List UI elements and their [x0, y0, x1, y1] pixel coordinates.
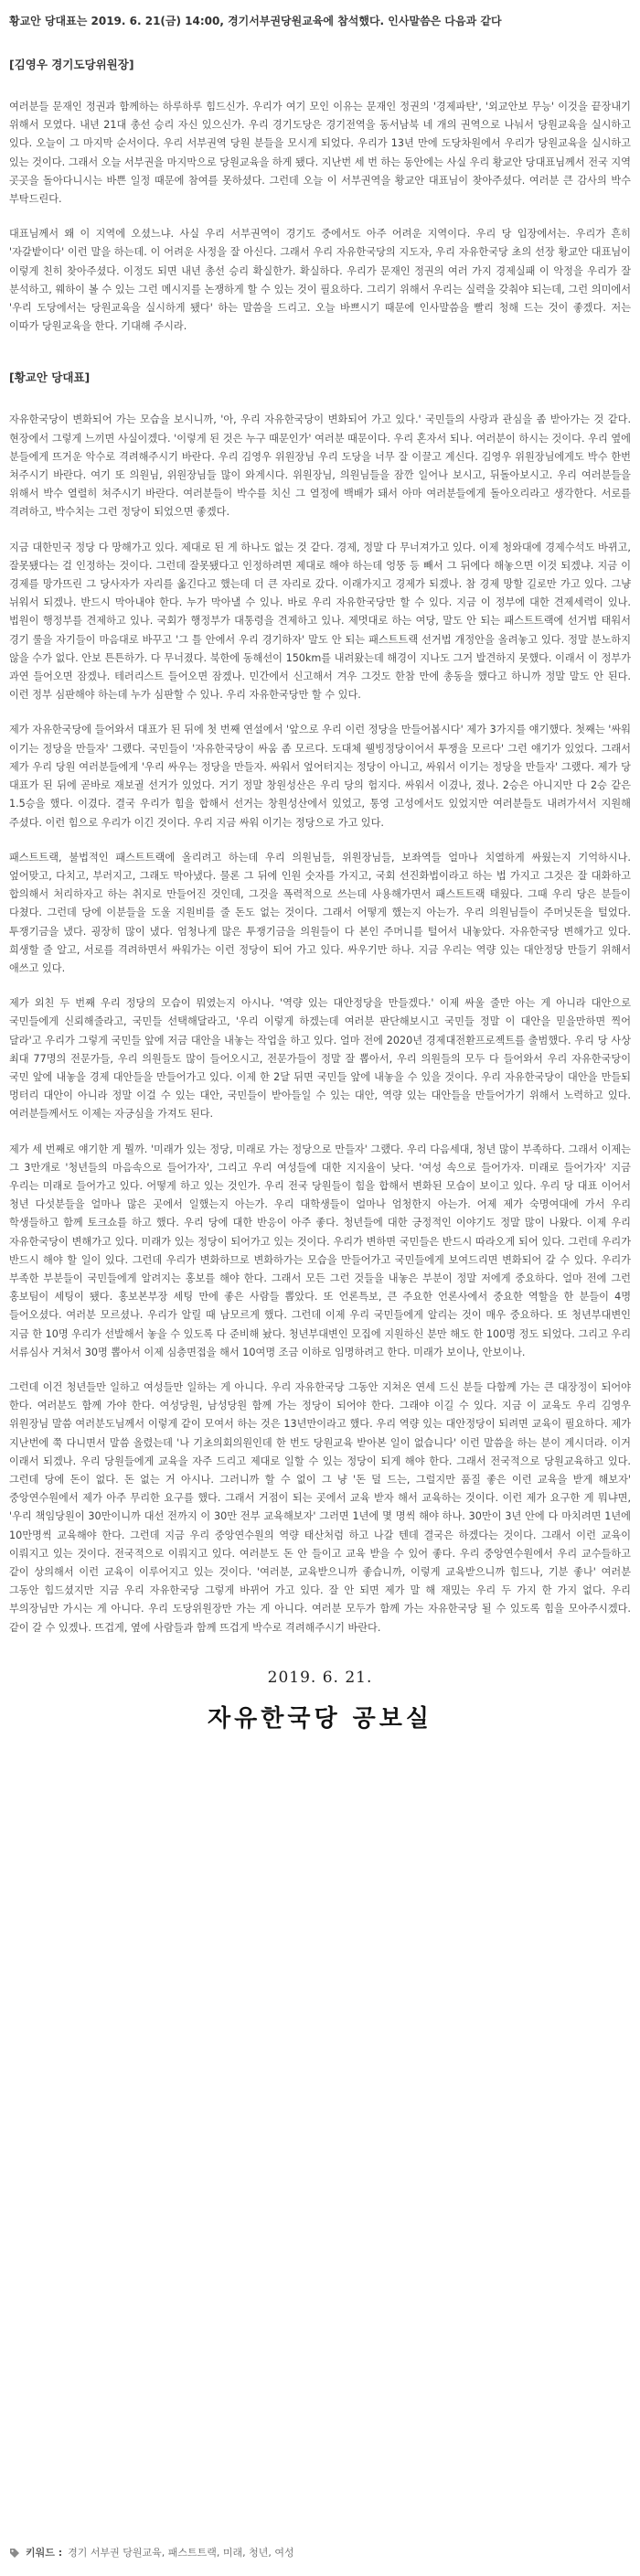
tag-icon: [9, 2548, 20, 2559]
section-kim-youngwoo: [9, 56, 631, 336]
signoff-block: [9, 1669, 631, 1733]
release-date: 2019. 6. 21.: [267, 1668, 373, 1687]
paragraph: 여러분들 문재인 정권과 함께하는 하루하루 힘드신가. 우리가 여기 모인 이유는 문재인 정권의 '경제파탄', '외교안보 무능' 이것을 끝장내기 위해서 모였다. 내년 21대 총선 승리 자신 있으신가. 우리 경기도당은 경기전역을 동서남북 네 개의 권역으로 나눠서 당원교육을 실시하고 있다. 오늘이 그 마지막 순서이다. 우리 서부권역 당원 분들을 모시게 되었다. 우리가 13년 만에 도당차원에서 우리가 당원교육을 실시하고 있는 것이다. 그래서 오늘 서부권을 마지막으로 당원교육을 하게 됐다. 지난번 세 번 하는 동안에는 사실 우리 황교안 당대표님께서 전국 지역 곳곳을 돌아다니시는 바쁜 일정 때문에 참여를 못하셨다. 그런데 오늘 이 서부권역을 황교안 대표님이 찾아주셨다. 여러분 큰 감사의 박수 부탁드린다.: [9, 101, 631, 206]
keywords-bar: [9, 2546, 631, 2560]
speaker-heading: [김영우 경기도당위원장]: [9, 58, 134, 71]
paragraph: 자유한국당이 변화되어 가는 모습을 보시니까, '아, 우리 자유한국당이 변화되어 가고 있다.' 국민들의 사랑과 관심을 좀 받아가는 것 같다. 현장에서 그렇게 느끼면 사실이겠다. '이렇게 된 것은 누구 때문인가' 여러분 때문이다. 우리 혼자서 되나. 여러분이 하시는 것이다. 우리 옆에 분들에게 뜨거운 악수로 격려해주시기 바란다. 우리 김영우 위원장님 우리 도당을 너무 잘 이끌고 계신다. 김영우 위원장님에게도 박수 한번 쳐주시기 바란다. 여기 또 의원님, 위원장님들 많이 와계시다. 위원장님, 의원님들을 잠깐 일어나 보시고, 뒤돌아보시고. 우리 여러분들을 위해서 박수 열렬히 쳐주시기 바란다. 여러분들이 박수를 치신 그 열정에 백배가 돼서 아마 여러분들에게 돌아오리라고 생각한다. 서로를 격려하고, 박수치는 그런 정당이 되었으면 좋겠다.: [9, 413, 631, 519]
paragraph: 지금 대한민국 정당 다 망해가고 있다. 제대로 된 게 하나도 없는 것 같다. 경제, 정말 다 무너져가고 있다. 이제 청와대에 경제수석도 바뀌고, 잘못됐다는 걸 인정하는 것이다. 그런데 잘못됐다고 인정하려면 제대로 해야 하는데 엉뚱 등 빼서 그 뒤에다 해놓으면 이것 되겠냐. 지금 이 경제를 망가뜨린 그 당사자가 자리를 옮긴다고 했는데 더 큰 자리로 갔다. 이래가지고 경제가 되겠나. 참 경제 망할 길로만 가고 있다. 그냥 뉘워서 되겠나. 반드시 막아내야 한다. 누가 막아낼 수 있나. 바로 우리 자유한국당만 할 수 있다. 지금 이 정부에 대한 견제세력이 있나. 법원이 행정부를 견제하고 있나. 국회가 행정부가 대통령을 견제하고 있나. 제멋대로 하는 여당, 말도 안 되는 패스트트랙에 선거법 태워서 경기 룰을 자기들이 마음대로 바꾸고 '그 틀 안에서 우리 경기하자' 말도 안 되는 패스트트랙 선거법 개정안을 올려놓고 있다. 정말 분노하지 않을 수가 없다. 안보 튼튼하가. 다 무너졌다. 북한에 동해선이 150km를 내려왔는데 해경이 지나도 그거 발견하지 못했다. 이래서 이 정부가 과연 들어오면 잠겠나. 테러리스트 들어오면 잠겠나. 민간에서 신고해서 겨우 그것도 한참 만에 총동을 했다고 하니까 정말 말도 안 된다. 이런 정부 심판해야 하는데 누가 심판할 수 있나. 우리 자유한국당만 할 수 있다.: [9, 541, 631, 702]
paragraph: 제가 세 번째로 얘기한 게 뭘까. '미래가 있는 정당, 미래로 가는 정당으로 만들자' 그랬다. 우리 다음세대, 청년 많이 부족하다. 그래서 이제는 그 3만개로 '청년들의 마음속으로 들어가자', 그리고 우리 여성들에 대한 지지율이 낮다. '여성 속으로 들어가자. 미래로 들어가자' 지금 우리는 미래로 들어가고 있다. 어떻게 하고 있는 것인가. 우리 전국 당원들이 힘을 합해서 변화된 모습이 보이고 있다. 우리 당 대표 이어서 청년 다섯분들을 얼마나 많은 곳에서 일했는지 아는가. 우리 대학생들이 얼마나 엄청한지 아는가. 어제 제가 숙명여대에 가서 우리 학생들하고 함께 토크쇼를 하고 했다. 우리 당에 대한 반응이 아주 좋다. 청년들에 대한 긍정적인 이야기도 정말 많이 나왔다. 이제 우리 자유한국당이 변해가고 있다. 미래가 있는 정당이 되어가고 있는 것이다. 우리가 변하면 국민들은 반드시 따라오게 되어 있다. 그런데 우리가 반드시 해야 할 일이 있다. 그런데 우리가 변화하므로 변화하가는 모습을 만들어가고 국민들에게 보여드리면 변화되어 갈 수 있다. 우리가 부족한 부분들이 국민들에게 알려지는 홍보를 해야 한다. 그래서 모든 그런 것들을 내놓은 부분이 정말 저에게 중요하다. 얼마 전에 그런 홍보팀이 세팅이 됐다. 홍보본부장 세팅 만에 좋은 사람들 뽑았다. 또 언론특보, 큰 주요한 언론사에서 중요한 역할을 한 분들이 4명 들어오셨다. 여러분 모르셨나. 우리가 알릴 때 남모르게 했다. 그런데 이제 우리 국민들에게 알리는 것이 매우 중요하다. 또 청년부대변인 지금 한 10명 우리가 선발해서 놓을 수 있도록 다 준비해 놨다. 청년부대변인 모집에 지원하신 분만 해도 한 100명 정도 되었다. 그리고 우리 서류심사 거쳐서 30명 뽑아서 이제 심층면접을 해서 10여명 조금 이하로 임명하려고 한다. 미래가 보이나, 안보이나.: [9, 1143, 631, 1358]
speaker-heading: [황교안 당대표]: [9, 370, 91, 385]
spacer: [9, 352, 631, 369]
intro-line: 황교안 당대표는 2019. 6. 21(금) 14:00, 경기서부권당원교육에 참석했다. 인사말씀은 다음과 같다: [9, 15, 502, 27]
paragraph: 그런데 이건 청년들만 일하고 여성들만 일하는 게 아니다. 우리 자유한국당 그동안 지쳐온 연세 드신 분들 다함께 가는 큰 대장정이 되어야 한다. 여러분도 함께 가야 한다. 여성당원, 남성당원 함께 가는 정당이 되어야 한다. 그래야 이길 수 있다. 지금 이 교육도 우리 김영우 위원장님 말씀 여러분도님께서 이렇게 같이 모여서 하는 것은 13년만이라고 했다. 우리 역량 있는 대안정당이 되려면 교육이 필요하다. 제가 지난번에 쭉 다니면서 말씀 올렸는데 '나 기초의회의원인데 한 번도 당원교육 받아본 일이 없습니다' 이런 말씀을 하는 분이 계시더라. 이거 이래서 되겠나. 우리 당원들에게 교육을 자주 드리고 제대로 일할 수 있는 정당이 되게 해야 한다. 그래서 전국적으로 당원교육하고 있다. 그런데 당에 돈이 없다. 돈 없는 거 아시나. 그러니까 할 수 없이 그 냥 '돈 덜 드는, 그럴지만 품질 좋은 이런 교육을 받게 해보자' 중앙연수원에서 제가 아주 무리한 요구를 했다. 그래서 거점이 되는 곳에서 교육 받자 해서 교육하는 것이다. 이런 제가 요구한 게 뭐냐면, '우리 책임당원이 30만이니까 대선 전까지 이 30만 전부 교육해보자' 그러면 1년에 몇 명씩 해야 하나. 30만이 3년 안에 다 마치려면 1년에 10만명씩 교육해야 한다. 그런데 지금 우리 중앙연수원의 역량 태산처럼 하고 나갈 텐데 결국은 하겠다는 것이다. 그래서 이런 교육이 이뤄지고 있는 것이다. 전국적으로 이뤄지고 있다. 여러분도 돈 안 들이고 교육 받을 수 있어 좋다. 우리 중앙연수원에서 우리 교수들하고 같이 상의해서 이런 교육이 이루어지고 있는 것이다. '여러분, 교육받으니까 좋습니까, 이렇게 교육받으니까 힘드나, 기분 좋나' 여러분 그동안 힘드셨지만 지금 우리 자유한국당 그렇게 바뀌어 가고 있다. 잘 안 되면 제가 말 해 재밌는 우리 두 가지 한 가지 없다. 우리 부의장님만 가시는 게 아니다. 우리 도당위원장만 가는 게 아니다. 여러분 모두가 함께 가는 자유한국당 될 수 있도록 힘을 모아주시겠다. 같이 갈 수 있겠나. 뜨겁게, 옆에 사람들과 함께 뜨겁게 박수로 격려해주시기 바란다.: [9, 1380, 631, 1634]
paragraph: 대표님께서 왜 이 지역에 오셨느냐. 사실 우리 서부권역이 경기도 중에서도 아주 어려운 지역이다. 우리 당 입장에서는. 우리가 흔히 '자갈밭이다' 이런 말을 하는데. 이 어려운 사정을 잘 아신다. 그래서 우리 자유한국당의 지도자, 우리 자유한국당 초의 선장 황교안 대표님이 이렇게 친히 찾아주셨다. 이정도 되면 내년 총선 승리 확실한가. 확실하다. 우리가 문재인 정권의 여러 가지 경제실패 이 악정을 우리가 잘 분석하고, 웨하이 볼 수 있는 그런 메시지를 논쟁하게 할 수 있는 것이 필요하다. 그리기 위해서 우리는 실력을 갖춰야 되는데, 그런 의미에서 '우리 도당에서는 당원교육을 실시하게 됐다' 하는 말씀을 드리고. 오늘 바쁘시기 때문에 인사말씀을 빨리 청해 드는 것이 좋겠다. 저는 이따가 당원교육을 한다. 기대해 주시라.: [9, 228, 631, 333]
organization-name: 자유한국당 공보실: [208, 1704, 432, 1733]
keywords-label: 키워드 :: [26, 2547, 63, 2559]
paragraph: 제가 자유한국당에 들어와서 대표가 된 뒤에 첫 번째 연설에서 '앞으로 우리 이런 정당을 만들어봅시다' 제가 3가지를 얘기했다. 첫째는 '싸워 이기는 정당을 만들자' 그랬다. 국민들이 '자유한국당이 싸움 좀 모르다. 도대체 웰빙정당이어서 투쟁을 모르다' 그런 얘기가 있었다. 그래서 제가 우리 당원 여러분들에게 '우리 싸우는 정당을 만들자. 싸워서 엎어터지는 정당이 아니고, 싸워서 이기는 정당을 만들자' 그랬다. 제가 당 대표가 된 뒤에 곧바로 재보궐 선거가 있었다. 거기 정말 창원성산은 우리 당의 험지다. 싸워서 이겼나, 졌나. 2승은 아니지만 다 2승 같은 1.5승을 했다. 이겼다. 결국 우리가 힘을 합해서 선거는 창원성산에서 있었고, 통영 고성에서도 있었지만 여러분들도 내려가셔서 지원해 주셨다. 이런 힘으로 우리가 이긴 것이다. 우리 지금 싸워 이기는 정당으로 가고 있다.: [9, 724, 631, 829]
paragraph: 패스트트랙, 불법적인 패스트트랙에 올리려고 하는데 우리 의원님들, 위원장님들, 보좌역들 얼마나 치열하게 싸웠는지 기억하시나. 엎어맞고, 다치고, 부러지고, 그래도 막아냈다. 물론 그 뒤에 인원 숫자를 가지고, 국회 선진화법이라고 하는 법 가지고 그것은 잘 대화하고 합의해서 처리하자고 하는 취지로 만들어진 것인데, 그것을 폭력적으로 쓰는데 사용해가면서 패스트트랙 태웠다. 그때 우리 당은 분들이 다쳤다. 그런데 당에 이분들을 도울 지원비를 줄 돈도 없는 것이다. 그래서 어떻게 했는지 아는가. 우리 의원님들이 주머닛돈을 털었다. 투쟁기금을 냈다. 굉장히 많이 냈다. 엄청나게 많은 투쟁기금을 의원들이 다 본인 주머니를 털어서 내놓았다. 자유한국당 변해가고 있다. 희생할 줄 알고, 서로를 격려하면서 싸워가는 이런 정당이 되어 가고 있다. 싸우기만 하나. 지금 우리는 역량 있는 대안정당 만들기 위해서 애쓰고 있다.: [9, 851, 631, 974]
section-hwang-kyoahn: [9, 369, 631, 1637]
paragraph: 제가 외친 두 번째 우리 정당의 모습이 뭐였는지 아시나. '역량 있는 대안정당을 만들겠다.' 이제 싸울 줄만 아는 게 아니라 대안으로 국민들에게 신뢰해줄라고, 국민들 선택해달라고, '우리 이렇게 하겠는데 여러분 판단해보시고 국민들 정말 이 대안을 믿을만하면 찍어 달라'고 우리가 그렇게 국민들 앞에 저금 대안을 내놓는 작업을 하고 있다. 얼마 전에 2020년 경제대전환프로젝트를 출범했다. 우리 당 사상 최대 77명의 전문가들, 우리 의원들도 많이 들어오시고, 전문가들이 정말 잘 뽑아서, 우리 의원들의 모두 다 들어와서 우리 자유한국당이 국민 앞에 내놓을 경제 대안들을 만들어가고 있다. 이제 한 2달 뒤면 국민들 앞에 내놓을 수 있을 것이다. 우리 자유한국당이 대안을 만들되 멍터리 대안이 아니라 정말 이걸 수 있는 대안, 국민들이 받아들일 수 있는 대안, 역량 있는 대안들을 만들어가기 위해서 노력하고 있다. 여러분들께서도 이제는 자긍심을 가져도 된다.: [9, 997, 631, 1121]
keywords-link[interactable]: 경기 서부권 당원교육, 패스트트랙, 미래, 청년, 여성: [68, 2547, 294, 2559]
